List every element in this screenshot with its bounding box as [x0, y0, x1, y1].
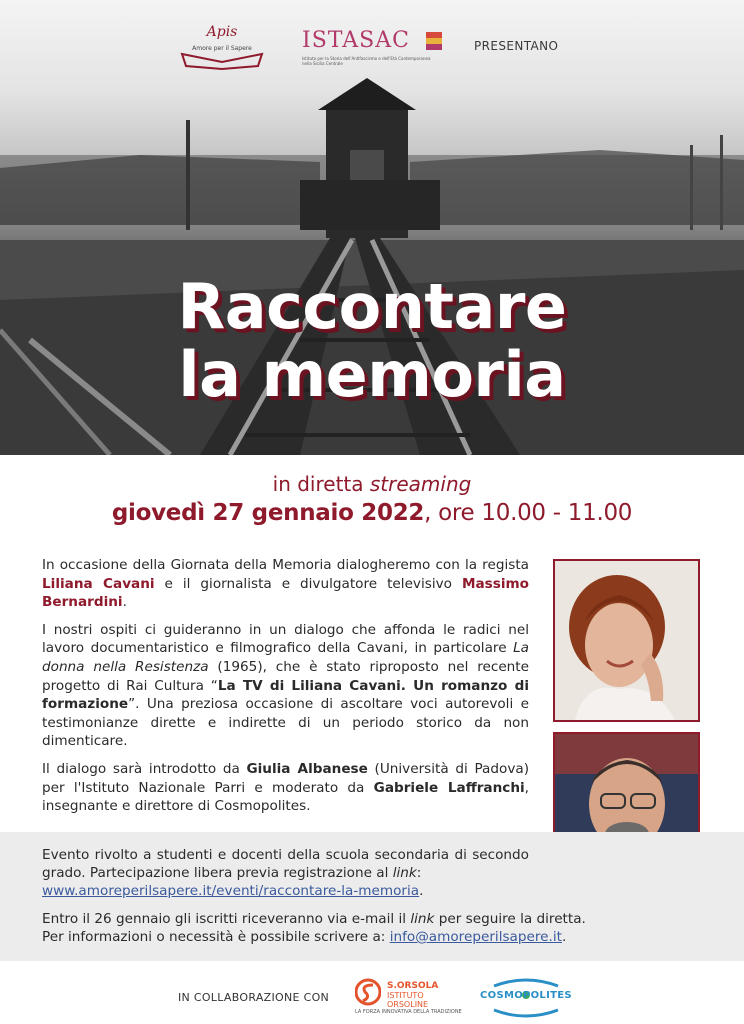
- subtitle-prefix: in diretta: [272, 472, 370, 496]
- istasac-logo: [302, 28, 442, 72]
- n2-link-word: link: [410, 911, 435, 927]
- apis-logo-tagline: Amore per il Sapere: [192, 45, 252, 52]
- p3-text-b: (Università di Padova) per l'Istituto Nazionale Parri e moderato da: [42, 760, 529, 796]
- portrait-woman-image: [555, 561, 698, 720]
- book-icon: [178, 52, 266, 70]
- n1-text-b: :: [416, 865, 422, 881]
- guest-name-bernardini: Massimo Bernardini: [42, 575, 529, 611]
- p3-text-a: Il dialogo sarà introdotto da: [42, 760, 247, 777]
- photo-liliana-cavani: [553, 559, 700, 722]
- sorsola-tagline: LA FORZA INNOVATIVA DELLA TRADIZIONE: [355, 1009, 462, 1015]
- event-date: [0, 500, 744, 526]
- n1-text-a: Evento rivolto a studenti e docenti della scuola secondaria di secondo grado. Partecipazione libera previa registrazione al: [42, 847, 529, 881]
- n3-text-b: .: [561, 929, 567, 945]
- event-date-day: giovedì 27 gennaio 2022: [111, 500, 425, 526]
- p2-text-a: I nostri ospiti ci guideranno in un dialogo che affonda le radici nel lavoro documentaristico e filmografico della Cavani, in particolare: [42, 621, 529, 657]
- paragraph-3: [42, 760, 529, 816]
- apis-logo: [178, 24, 266, 74]
- guest-name-cavani: Liliana Cavani: [42, 575, 155, 592]
- logo-bar: [0, 0, 744, 80]
- contact-email-link[interactable]: info@amoreperilsapere.it: [389, 929, 562, 945]
- info-note: [42, 910, 662, 946]
- sorsola-mark-icon: [355, 977, 381, 1007]
- introducer-name: Giulia Albanese: [246, 760, 368, 777]
- cosmopolites-name: COSMOPOLITES: [480, 990, 572, 1001]
- email-note: [42, 910, 662, 928]
- p1-text-b: e il giornalista e divulgatore televisivo: [154, 575, 462, 592]
- p3-text-c: , insegnante e direttore di Cosmopolites.: [42, 779, 529, 815]
- sorsola-subname: ISTITUTO ORSOLINE: [387, 991, 429, 1009]
- istasac-logo-name: ISTASAC: [302, 28, 410, 53]
- n2-text-a: Entro il 26 gennaio gli iscritti riceveranno via e-mail il: [42, 911, 411, 927]
- istasac-logo-tagline: Istituto per la Storia dell'Antifascismo e dell'Età Contemporanea nella Sicilia Centrale: [302, 56, 431, 66]
- istasac-flag-icon: [426, 32, 442, 50]
- p1-text-c: .: [122, 594, 127, 611]
- cosmopolites-logo: [480, 978, 572, 1018]
- film-title: La donna nella Resistenza: [42, 640, 529, 675]
- project-title: La TV di Liliana Cavani. Un romanzo di formazione: [42, 677, 529, 713]
- paragraph-2: [42, 621, 529, 751]
- hero-banner: [0, 0, 744, 455]
- p2-text-c: ”. Una preziosa occasione di ascoltare voci autorevoli e testimonianze dirette e indirette di un periodo storico da non dimenticare.: [42, 696, 529, 750]
- sorsola-name: S.ORSOLA: [387, 981, 439, 991]
- n2-text-b: per seguire la diretta.: [434, 911, 586, 927]
- n1-text-c: .: [419, 883, 424, 899]
- registration-note: [42, 846, 529, 900]
- description: [42, 556, 529, 825]
- event-subtitle: [0, 472, 744, 496]
- contact-note: [42, 928, 662, 946]
- paragraph-1: [42, 556, 529, 612]
- p2-text-b: (1965), che è stato riproposto nel recente progetto di Rai Cultura “: [42, 658, 529, 694]
- collaboration-label: IN COLLABORAZIONE CON: [178, 991, 330, 1004]
- p1-text-a: In occasione della Giornata della Memoria dialogheremo con la regista: [42, 557, 529, 573]
- presentano-label: PRESENTANO: [474, 39, 559, 53]
- n1-link-word: link: [392, 865, 417, 881]
- n3-text-a: Per informazioni o necessità è possibile scrivere a:: [42, 929, 390, 945]
- event-date-time: , ore 10.00 - 11.00: [424, 500, 633, 526]
- title-line-1: Raccontare: [177, 270, 567, 343]
- title-line-2: la memoria: [178, 338, 566, 411]
- registration-link[interactable]: www.amoreperilsapere.it/eventi/raccontare-la-memoria: [42, 883, 420, 899]
- sorsola-logo: [355, 977, 465, 1017]
- apis-logo-name: Apis: [206, 24, 238, 40]
- moderator-name: Gabriele Laffranchi: [373, 779, 525, 796]
- subtitle-streaming: streaming: [369, 472, 472, 496]
